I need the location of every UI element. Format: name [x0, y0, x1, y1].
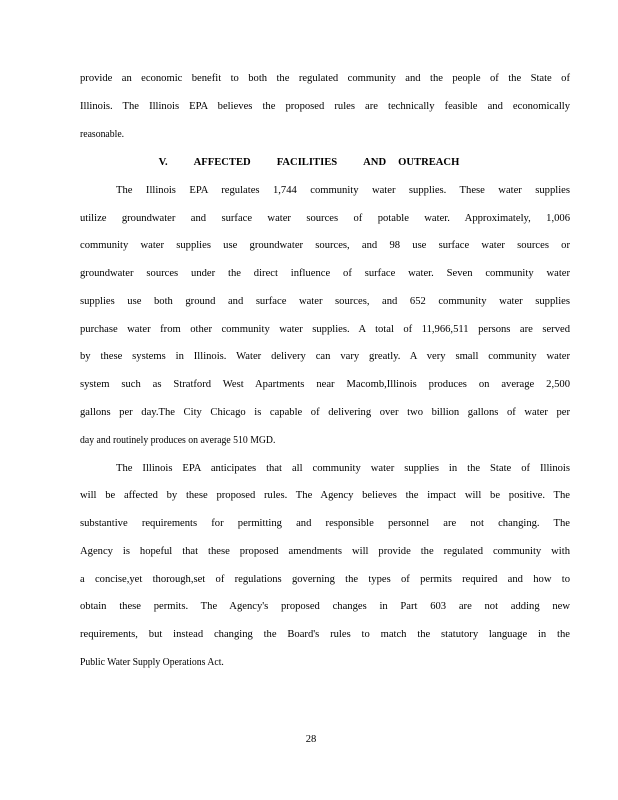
body-text-line: Illinois. The Illinois EPA believes the proposed rules are technically feasible and economically	[80, 101, 570, 112]
body-text-line: supplies use both ground and surface water sources, and 652 community water supplies	[80, 296, 570, 307]
body-text-line: provide an economic benefit to both the regulated community and the people of the State of	[80, 73, 570, 84]
body-text-line: day and routinely produces on average 510 MGD.	[80, 435, 276, 446]
body-text-line: requirements, but instead changing the Board's rules to match the statutory language in the	[80, 629, 570, 640]
body-text-line: by these systems in Illinois. Water delivery can vary greatly. A very small community water	[80, 351, 570, 362]
body-text-line: community water supplies use groundwater sources, and 98 use surface water sources or	[80, 240, 570, 251]
heading-word: AFFECTED	[193, 157, 251, 168]
section-heading	[0, 157, 618, 169]
body-text-line: system such as Stratford West Apartments near Macomb,Illinois produces on average 2,500	[80, 379, 570, 390]
heading-word: AND	[363, 157, 387, 168]
page-number: 28	[305, 734, 317, 745]
body-text-line: utilize groundwater and surface water sources of potable water. Approximately, 1,006	[80, 213, 570, 224]
body-text-line: substantive requirements for permitting and responsible personnel are not changing. The	[80, 518, 570, 529]
body-text-line: reasonable.	[80, 129, 125, 140]
body-text-line: obtain these permits. The Agency's proposed changes in Part 603 are not adding new	[80, 601, 570, 612]
body-text-line: will be affected by these proposed rules. The Agency believes the impact will be positive. The	[80, 490, 570, 501]
section-number: V.	[158, 157, 168, 168]
body-text-line: Agency is hopeful that these proposed amendments will provide the regulated community with	[80, 546, 570, 557]
body-text-line: purchase water from other community water supplies. A total of 11,966,511 persons are served	[80, 324, 570, 335]
body-text-line: groundwater sources under the direct influence of surface water. Seven community water	[80, 268, 570, 279]
heading-word: FACILITIES	[276, 157, 338, 168]
body-text-line: a concise,yet thorough,set of regulations governing the types of permits required and how to	[80, 574, 570, 585]
paragraph-first-line: The Illinois EPA regulates 1,744 community water supplies. These water supplies	[116, 185, 570, 196]
heading-word: OUTREACH	[398, 157, 460, 168]
paragraph-first-line: The Illinois EPA anticipates that all community water supplies in the State of Illinois	[116, 463, 570, 474]
body-text-line: gallons per day.The City Chicago is capable of delivering over two billion gallons of water per	[80, 407, 570, 418]
body-text-line: Public Water Supply Operations Act.	[80, 657, 224, 668]
